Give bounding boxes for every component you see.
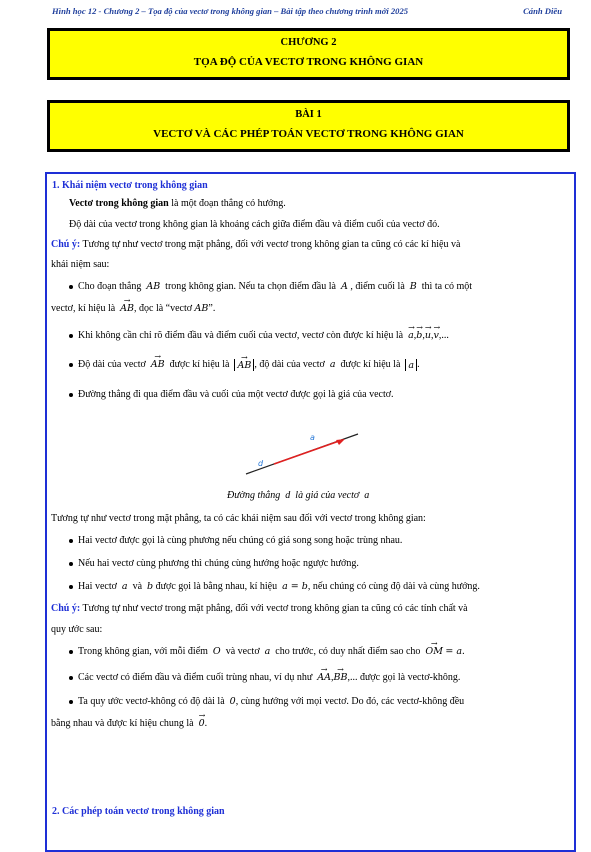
vector-a-arrowhead	[336, 439, 345, 445]
lesson-title: VECTƠ VÀ CÁC PHÉP TOÁN VECTƠ TRONG KHÔNG GIAN	[153, 128, 464, 140]
note1-label: Chú ý:	[51, 239, 81, 250]
bullet4: Đường thẳng đi qua điểm đầu và cuối của một vectơ được gọi là giá của vectơ.	[69, 388, 394, 401]
bullet2: Khi không cần chỉ rõ điểm đầu và điểm cuối của vectơ, vectơ còn được kí hiệu là → a,→ b,→ u,→ v,...	[69, 329, 449, 342]
definition	[69, 197, 286, 210]
concept3: Hai vectơ a và b được gọi là bằng nhau, kí hiệu a = b, nếu chúng có cùng độ dài và cùng hướng.	[69, 580, 480, 593]
chapter-title: TỌA ĐỘ CỦA VECTƠ TRONG KHÔNG GIAN	[193, 56, 424, 68]
definition-term: Vectơ trong không gian	[69, 198, 169, 209]
label-d: d	[258, 459, 264, 468]
section1-heading: 1. Khái niệm vectơ trong không gian	[52, 180, 208, 191]
bullet1-line1: Cho đoạn thẳng AB trong không gian. Nếu ta chọn điểm đầu là A , điểm cuối là B thì ta có một	[69, 280, 472, 293]
label-a: a	[310, 433, 315, 442]
length-definition: Độ dài của vectơ trong không gian là khoảng cách giữa điểm đầu và điểm cuối của vectơ đó.	[69, 219, 440, 230]
bullet-dot	[69, 393, 73, 397]
note2-line2: quy ước sau:	[51, 624, 103, 635]
concept2: Nếu hai vectơ cùng phương thì chúng cùng hướng hoặc ngược hướng.	[69, 557, 359, 570]
bullet-dot	[69, 585, 73, 589]
header-left: Hình học 12 - Chương 2 – Tọa độ của vectơ trong không gian – Bài tập theo chương trình mới 2025	[52, 6, 409, 16]
note1-line2: khái niệm sau:	[51, 259, 110, 270]
rule3-line2: bằng nhau và được kí hiệu chung là → 0.	[51, 717, 207, 730]
chapter-title-box	[47, 28, 570, 80]
figure-caption: Đường thẳng d là giá của vectơ a	[227, 490, 370, 501]
note2-line1: Chú ý: Tương tự như vectơ trong mặt phẳng, đối với vectơ trong không gian ta cũng có các tính chất và	[51, 603, 468, 614]
note2-label: Chú ý:	[51, 603, 81, 614]
bullet3: Độ dài của vectơ → AB được kí hiệu là → AB , độ dài của vectơ a được kí hiệu là a .	[69, 358, 420, 371]
bullet-dot	[69, 363, 73, 367]
bullet-dot	[69, 700, 73, 704]
bullet-dot	[69, 334, 73, 338]
vector-a	[274, 440, 342, 464]
definition-text: là một đoạn thẳng có hướng.	[168, 198, 286, 209]
lesson-label: BÀI 1	[295, 109, 322, 120]
content-box	[45, 172, 576, 852]
note1-line1	[51, 238, 460, 251]
bullet1-line2: vectơ, kí hiệu là → AB, đọc là “vectơ AB”.	[51, 302, 215, 315]
bullet-dot	[69, 650, 73, 654]
bullet-dot	[69, 676, 73, 680]
bullet-dot	[69, 539, 73, 543]
concepts-intro: Tương tự như vectơ trong mặt phẳng, ta có các khái niệm sau đối với vectơ trong không gian:	[51, 513, 426, 524]
bullet-dot	[69, 285, 73, 289]
chapter-label: CHƯƠNG 2	[280, 37, 337, 48]
bullet-dot	[69, 562, 73, 566]
vector-figure	[242, 426, 362, 482]
section2-heading: 2. Các phép toán vectơ trong không gian	[52, 806, 225, 817]
rule3-line1: Ta quy ước vectơ-không có độ dài là 0, cùng hướng với mọi vectơ. Do đó, các vectơ-không đều	[69, 695, 464, 708]
rule1: Trong không gian, với mỗi điểm O và vectơ a cho trước, có duy nhất điểm sao cho → OM = a.	[69, 645, 465, 658]
page-header	[52, 6, 562, 16]
concept1: Hai vectơ được gọi là cùng phương nếu chúng có giá song song hoặc trùng nhau.	[69, 534, 402, 547]
note1-text: Tương tự như vectơ trong mặt phẳng, đối với vectơ trong không gian ta cũng có các kí hiệu và	[80, 239, 461, 250]
rule2: Các vectơ có điểm đầu và điểm cuối trùng nhau, ví dụ như → AA,→ BB,... được gọi là vectơ-không.	[69, 671, 460, 684]
header-right: Cánh Diều	[523, 6, 562, 16]
lesson-title-box	[47, 100, 570, 152]
